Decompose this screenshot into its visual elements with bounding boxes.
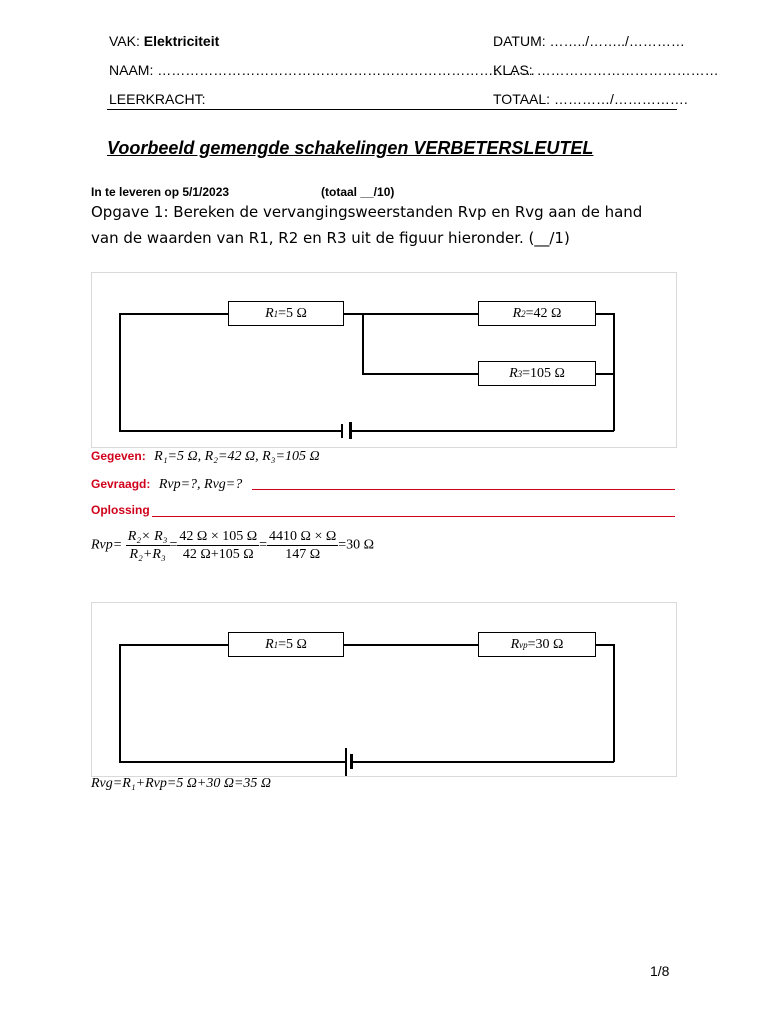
header-rule (107, 109, 677, 110)
resistor-index: 1 (273, 639, 279, 650)
formula-lhs: Rvp= (91, 537, 123, 553)
wire (595, 373, 614, 375)
wire (362, 313, 364, 374)
fraction-denominator: 42 Ω+105 Ω (182, 547, 254, 562)
resistor-rvp (478, 632, 596, 657)
fraction (177, 528, 259, 563)
asked-label: Gevraagd: (91, 477, 151, 491)
resistor-index: 3 (517, 368, 523, 379)
fraction (267, 528, 338, 563)
battery-plate-long (341, 424, 343, 438)
wire (595, 644, 614, 646)
circuit-figure-1 (91, 272, 677, 448)
battery-plate-long (345, 748, 347, 776)
asked-row (91, 475, 242, 493)
wire (119, 313, 229, 315)
name-field: NAAM: ……………………………………………………………………… (109, 62, 536, 78)
class-field: KLAS: ………………………………… (493, 62, 719, 78)
resistor-r1 (228, 632, 344, 657)
formula-rvp: Rvp= $\frac{\text{R₂× R₃}}{\text{R₂+R₃}}$ = $\frac{42 \Omega \times 105 \Omega}{42 \Omega+105 \Omega}$ = $\frac{4410 \Omega \times \Omega}{147 \Omega}$ =30 Ω (91, 529, 375, 562)
fraction-denominator: R₂+R₃ (129, 547, 166, 562)
formula-result: =30 Ω (338, 537, 375, 553)
resistor-r1 (228, 301, 344, 326)
resistor-value: =5 Ω (278, 636, 307, 652)
total-field: TOTAAL: …………/……………. (493, 91, 688, 107)
wire (353, 761, 614, 763)
fraction (126, 528, 170, 563)
page-title: Voorbeeld gemengde schakelingen VERBETERSLEUTEL (107, 138, 594, 158)
resistor-index: vp (519, 639, 528, 650)
battery-plate-short (349, 422, 352, 439)
asked-value: Rvp=?, Rvg=? (158, 477, 243, 492)
page-number: 1/8 (650, 963, 670, 979)
question-line-2: van de waarden van R1, R2 en R3 uit de figuur hieronder. (__/1) (91, 229, 570, 247)
wire (119, 313, 121, 431)
resistor-symbol: R (510, 636, 520, 652)
resistor-value: =5 Ω (278, 305, 307, 321)
subject-label: VAK: (109, 33, 140, 49)
battery-plate-short (350, 754, 353, 769)
wire (119, 644, 121, 762)
wire (362, 373, 479, 375)
resistor-r3 (478, 361, 596, 386)
resistor-symbol: R (509, 365, 518, 381)
fraction-denominator: 147 Ω (285, 547, 321, 562)
wire (119, 644, 229, 646)
resistor-value: =30 Ω (527, 636, 564, 652)
resistor-r2 (478, 301, 596, 326)
wire (613, 313, 615, 431)
fraction-numerator: R₂× R₃ (127, 529, 168, 544)
subject-field (109, 33, 219, 49)
resistor-value: =105 Ω (522, 365, 565, 381)
resistor-symbol: R (512, 305, 522, 321)
fraction-numerator: 42 Ω × 105 Ω (179, 529, 258, 544)
resistor-index: 2 (521, 308, 526, 319)
wire (595, 313, 614, 315)
wire (343, 644, 479, 646)
wire (119, 761, 345, 763)
teacher-field: LEERKRACHT: (109, 91, 206, 107)
subject-value: Elektriciteit (143, 33, 220, 49)
wire (351, 430, 614, 432)
fraction-numerator: 4410 Ω × Ω (269, 529, 337, 544)
solution-label: Oplossing (91, 503, 150, 517)
date-field: DATUM: ……../……../………… (493, 33, 685, 49)
circuit-figure-2 (91, 602, 677, 777)
wire (613, 644, 615, 762)
given-value: R₁=5 Ω, R₂=42 Ω, R₃=105 Ω (154, 449, 320, 464)
resistor-index: 1 (273, 308, 279, 319)
total-score: (totaal __/10) (321, 185, 395, 199)
resistor-symbol: R (265, 305, 274, 321)
resistor-symbol: R (265, 636, 274, 652)
question-line-1: Opgave 1: Bereken de vervangingsweerstanden Rvp en Rvg aan de hand (91, 203, 643, 221)
resistor-value: =42 Ω (525, 305, 562, 321)
asked-underline (252, 489, 675, 490)
given-label: Gegeven: (91, 449, 146, 463)
formula-rvg: Rvg=R₁+Rvp=5 Ω+30 Ω=35 Ω (91, 776, 272, 791)
given-row (91, 447, 320, 465)
wire (119, 430, 341, 432)
solution-underline (152, 516, 675, 517)
deadline: In te leveren op 5/1/2023 (91, 185, 230, 199)
